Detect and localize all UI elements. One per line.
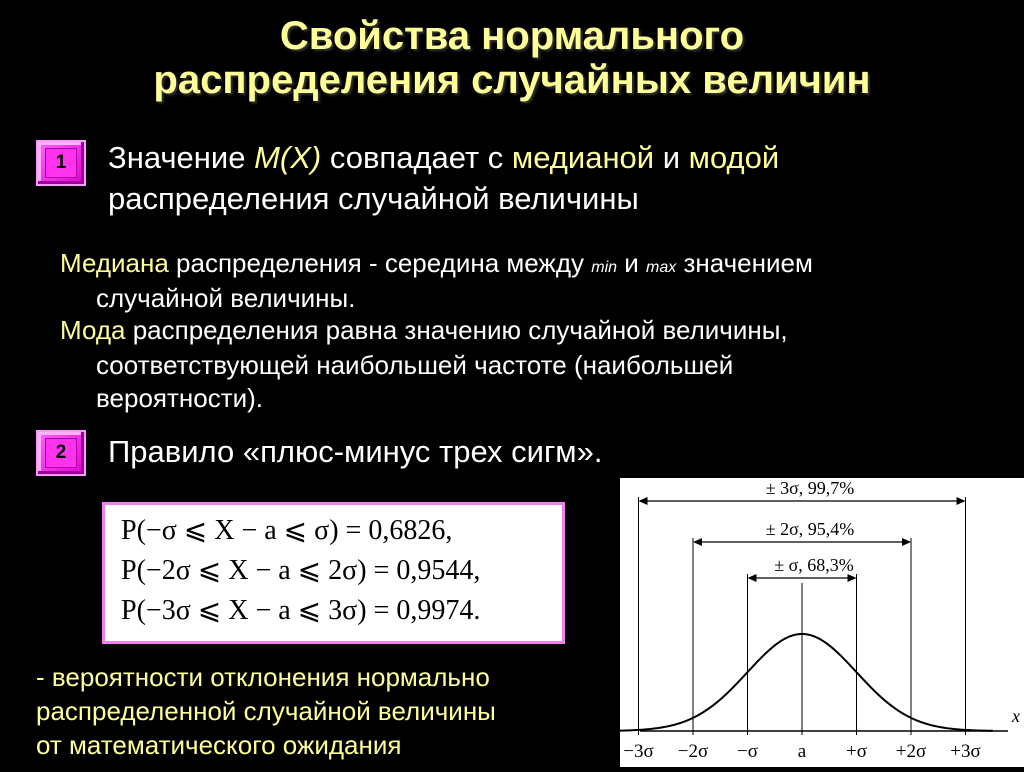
title-line-1: Свойства нормального bbox=[279, 14, 745, 58]
x-tick-label: +3σ bbox=[950, 741, 981, 762]
interval-label: ± 2σ, 95,4% bbox=[765, 519, 855, 539]
mode-definition-line-2: соответствующей наибольшей частоте (наибольшей bbox=[96, 350, 734, 380]
x-tick-label: −2σ bbox=[677, 741, 709, 762]
mode-definition-line-1 bbox=[60, 314, 788, 346]
x-tick-label: a bbox=[797, 741, 807, 762]
x-axis-label: x bbox=[1012, 706, 1020, 726]
x-tick-label: −3σ bbox=[623, 741, 654, 762]
x-tick-label: +σ bbox=[846, 741, 867, 762]
interval-label: ± σ, 68,3% bbox=[774, 555, 854, 575]
normal-distribution-chart bbox=[620, 478, 1024, 767]
min-label: min bbox=[591, 259, 618, 276]
badge-number: 2 bbox=[45, 438, 77, 468]
property-2-badge bbox=[36, 430, 86, 476]
median-definition-line-1 bbox=[60, 247, 813, 284]
interval-label: ± 3σ, 99,7% bbox=[765, 478, 855, 498]
text-part: и bbox=[617, 248, 646, 278]
text-part: совпадает с bbox=[321, 140, 512, 175]
bottom-note bbox=[36, 660, 616, 762]
mode-label: Мода bbox=[60, 315, 126, 345]
formula-box bbox=[102, 502, 565, 644]
text-part: распределения - середина между bbox=[168, 248, 592, 278]
formula-3: P(−3σ ⩽ X − a ⩽ 3σ) = 0,9974. bbox=[121, 595, 481, 626]
title-line-2: распределения случайных величин bbox=[153, 58, 871, 102]
text-part: Значение bbox=[108, 140, 255, 175]
bottom-note-line-1: - вероятности отклонения нормально bbox=[36, 662, 490, 692]
badge-number: 1 bbox=[45, 148, 77, 178]
bottom-note-line-2: распределенной случайной величины bbox=[36, 696, 496, 726]
median-definition-line-2: случайной величины. bbox=[96, 283, 356, 313]
mode-term: модой bbox=[688, 140, 780, 175]
median-term: медианой bbox=[511, 140, 655, 175]
mx-term: M(X) bbox=[254, 140, 322, 175]
text-part: распределения равна значению случайной величины, bbox=[125, 315, 788, 345]
mode-definition-line-3: вероятности). bbox=[96, 383, 264, 413]
property-1-line-1 bbox=[108, 138, 779, 178]
text-part: и bbox=[654, 140, 689, 175]
text-part: значением bbox=[676, 248, 813, 278]
slide-title bbox=[0, 14, 1024, 102]
property-1-line-2: распределения случайной величины bbox=[108, 181, 639, 216]
property-1-badge bbox=[36, 140, 86, 186]
formula-2: P(−2σ ⩽ X − a ⩽ 2σ) = 0,9544, bbox=[121, 555, 481, 586]
bottom-note-line-3: от математического ожидания bbox=[36, 730, 402, 760]
median-label: Медиана bbox=[60, 248, 169, 278]
max-label: max bbox=[646, 259, 677, 276]
property-2-text: Правило «плюс-минус трех сигм». bbox=[108, 434, 603, 469]
x-tick-label: +2σ bbox=[895, 741, 927, 762]
chart-svg bbox=[620, 478, 1024, 767]
x-tick-label: −σ bbox=[737, 741, 758, 762]
formula-1: P(−σ ⩽ X − a ⩽ σ) = 0,6826, bbox=[121, 515, 453, 546]
